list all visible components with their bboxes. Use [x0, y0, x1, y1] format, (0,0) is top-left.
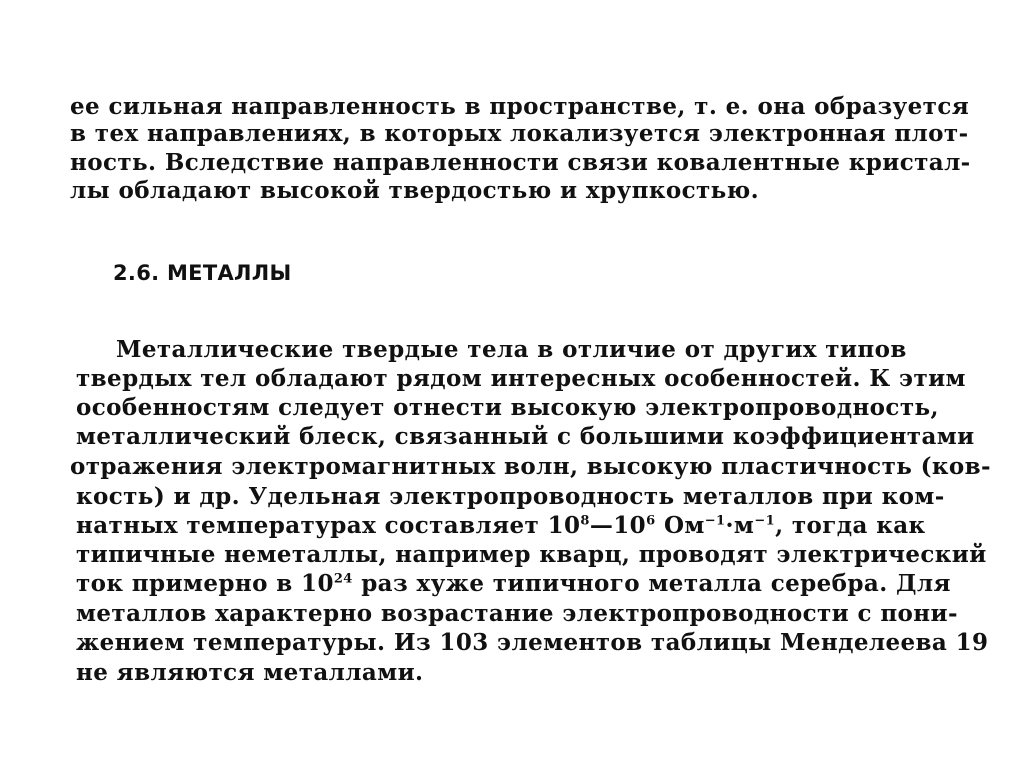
paragraph-1-line-1: ее сильная направленность в пространстве, т. е. она образуется	[70, 93, 970, 120]
paragraph-2-line-5: отражения электромагнитных волн, высокую пластичность (ков-	[70, 453, 992, 480]
line-7-text: натных температурах составляет 10	[76, 512, 581, 539]
paragraph-2-line-11: жением температуры. Из 103 элементов таблицы Менделеева 19	[76, 629, 989, 656]
paragraph-2-line-10: металлов характерно возрастание электропроводности с пони-	[76, 600, 958, 627]
section-heading: 2.6. МЕТАЛЛЫ	[113, 261, 292, 285]
paragraph-2-line-6: кость) и др. Удельная электропроводность металлов при ком-	[76, 483, 945, 510]
unit-meter-exponent: −1	[754, 513, 776, 529]
exponent-8: 8	[580, 513, 590, 529]
paragraph-2-line-8: типичные неметаллы, например кварц, проводят электрический	[76, 541, 987, 568]
scanned-page	[58, 75, 992, 715]
line-9-text: ток примерно в 10	[76, 570, 334, 597]
line-7-end: тогда как	[791, 512, 926, 539]
line-9-end: раз хуже типичного металла серебра. Для	[361, 570, 951, 597]
paragraph-2-line-4: металлический блеск, связанный с большими коэффициентами	[76, 423, 975, 450]
unit-ohm: Ом	[663, 512, 705, 539]
paragraph-1-line-2: в тех направлениях, в которых локализуется электронная плот-	[70, 120, 969, 147]
paragraph-2-line-9	[76, 572, 951, 595]
exponent-24: 24	[333, 571, 353, 587]
paragraph-2-line-1: Металлические твердые тела в отличие от других типов	[116, 336, 907, 363]
paragraph-1-line-3: ность. Вследствие направленности связи ковалентные кристал-	[70, 149, 971, 176]
paragraph-2-line-7	[76, 514, 926, 537]
paragraph-2-line-3: особенностям следует отнести высокую электропроводность,	[76, 394, 939, 421]
line-7-comma: ,	[775, 512, 784, 539]
exponent-6: 6	[646, 513, 656, 529]
range-dash: —10	[589, 512, 647, 539]
unit-meter: ·м	[725, 512, 755, 539]
paragraph-2-line-12: не являются металлами.	[76, 659, 424, 686]
paragraph-1-line-4: лы обладают высокой твердостью и хрупкостью.	[70, 177, 760, 204]
paragraph-2-line-2: твердых тел обладают рядом интересных особенностей. К этим	[76, 365, 966, 392]
unit-ohm-exponent: −1	[704, 513, 726, 529]
